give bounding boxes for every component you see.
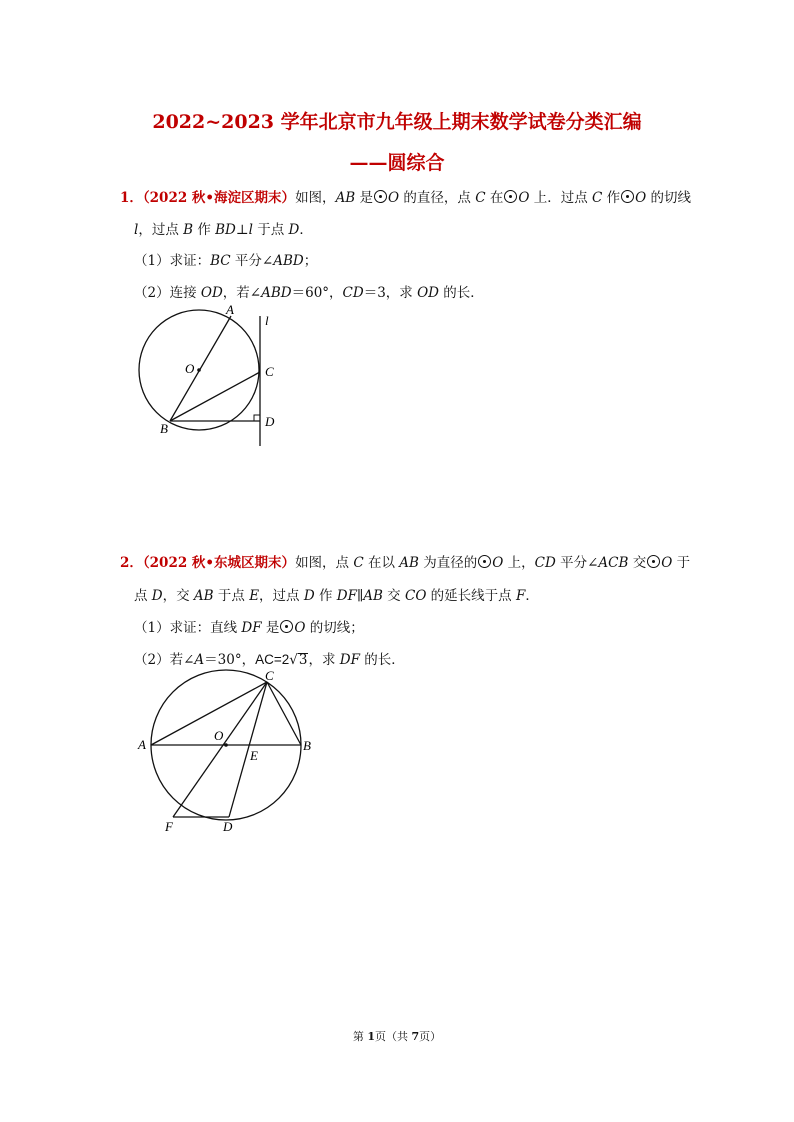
circle-symbol-icon bbox=[374, 190, 387, 203]
label-o: O bbox=[185, 361, 195, 376]
problem-1-number: 1． bbox=[120, 190, 143, 206]
label-a: A bbox=[138, 737, 146, 752]
problem-2-stem: 2．（2022 秋•东城区期末）如图，点 C 在以 AB 为直径的 O 上，CD 平分∠ACB 交 O 于 bbox=[120, 555, 691, 571]
sqrt-icon: √ bbox=[289, 652, 298, 668]
page-title: 2022~2023 学年北京市九年级上期末数学试卷分类汇编 bbox=[152, 111, 642, 133]
label-d: D bbox=[265, 414, 275, 429]
circle-symbol-icon bbox=[504, 190, 517, 203]
label-c: C bbox=[265, 364, 274, 379]
label-l: l bbox=[265, 313, 269, 328]
problem-2-stem-line2: 点 D，交 AB 于点 E，过点 D 作 DF∥AB 交 CO 的延长线于点 F． bbox=[134, 588, 539, 604]
circle-symbol-icon bbox=[647, 555, 660, 568]
segment-cb bbox=[267, 682, 301, 745]
problem-1-stem: 1．（2022 秋•海淀区期末）如图，AB 是 O 的直径，点 C 在 O 上．过点 C 作 O 的切线 bbox=[120, 190, 692, 206]
label-f: F bbox=[165, 819, 173, 834]
problem-1-question-2: （2）连接 OD，若∠ABD＝60°，CD＝3，求 OD 的长． bbox=[134, 285, 484, 301]
label-o: O bbox=[214, 728, 224, 743]
label-b: B bbox=[303, 738, 311, 753]
circle-symbol-icon bbox=[621, 190, 634, 203]
page-subtitle: ——圆综合 bbox=[349, 152, 445, 174]
problem-1-figure bbox=[130, 300, 300, 450]
page-number: 1 bbox=[367, 1030, 375, 1043]
page-total: 7 bbox=[411, 1030, 420, 1043]
problem-1-stem-line2: l，过点 B 作 BD⊥l 于点 D． bbox=[134, 222, 313, 238]
circle-symbol-icon bbox=[478, 555, 491, 568]
right-angle-mark bbox=[254, 415, 260, 421]
label-b: B bbox=[160, 421, 168, 436]
problem-2-figure bbox=[130, 668, 330, 838]
problem-2-question-1: （1）求证：直线 DF 是 O 的切线； bbox=[134, 620, 364, 636]
problem-2-question-2: （2）若∠A＝30°，AC=2√3，求 DF 的长． bbox=[134, 652, 405, 668]
problem-1-question-1: （1）求证：BC 平分∠ABD； bbox=[134, 253, 318, 269]
label-a: A bbox=[226, 302, 234, 317]
center-point bbox=[224, 743, 228, 747]
label-d: D bbox=[223, 819, 233, 834]
segment-cd bbox=[229, 682, 267, 817]
diameter-ab bbox=[170, 316, 231, 421]
page-footer: 第 1页（共 7页） bbox=[352, 1030, 442, 1043]
label-e: E bbox=[250, 748, 258, 763]
circle-symbol-icon bbox=[280, 620, 293, 633]
segment-ac bbox=[151, 682, 267, 745]
problem-2-source: （2022 秋•东城区期末） bbox=[142, 555, 296, 571]
problem-1-source: （2022 秋•海淀区期末） bbox=[142, 190, 296, 206]
label-c: C bbox=[265, 668, 274, 683]
center-point bbox=[197, 368, 201, 372]
problem-2-number: 2． bbox=[120, 555, 143, 571]
